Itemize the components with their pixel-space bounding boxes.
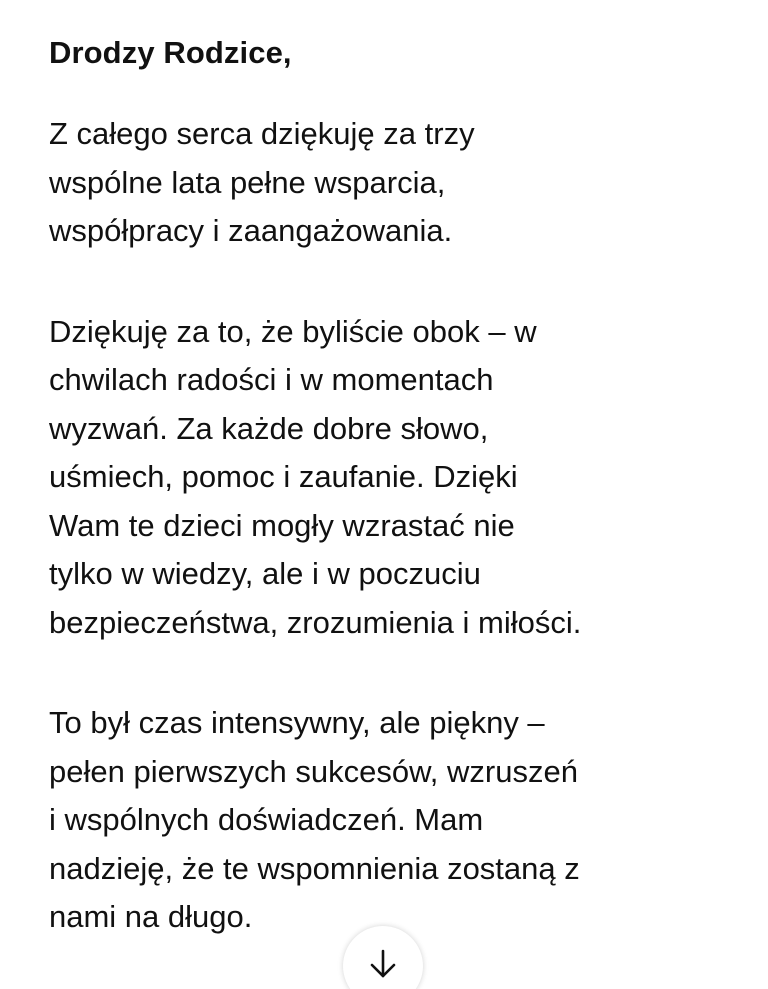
- arrow-down-icon: [369, 948, 397, 980]
- paragraph-line: współpracy i zaangażowania.: [49, 213, 453, 248]
- paragraph-line: Z całego serca dziękuję za trzy: [49, 116, 475, 151]
- paragraph-line: Dziękuję za to, że byliście obok – w: [49, 313, 537, 349]
- paragraph-support: [49, 308, 749, 648]
- paragraph-line: i wspólnych doświadczeń. Mam: [49, 802, 484, 837]
- paragraph-line: pełen pierwszych sukcesów, wzruszeń: [49, 753, 578, 789]
- paragraph-line: wspólne lata pełne wsparcia,: [49, 164, 446, 200]
- paragraph-line: tylko w wiedzy, ale i w poczuciu: [49, 556, 481, 591]
- paragraph-memories: [49, 699, 749, 942]
- paragraph-line: nadzieję, że te wspomnienia zostaną z: [49, 850, 580, 886]
- paragraph-thanks: [49, 110, 749, 256]
- paragraph-line: nami na długo.: [49, 899, 253, 934]
- paragraph-line: wyzwań. Za każde dobre słowo,: [49, 410, 489, 446]
- paragraph-line: uśmiech, pomoc i zaufanie. Dzięki: [49, 459, 518, 494]
- paragraph-line: To był czas intensywny, ale piękny –: [49, 705, 545, 740]
- letter-body: [49, 30, 749, 989]
- paragraph-line: chwilach radości i w momentach: [49, 362, 494, 397]
- paragraph-line: bezpieczeństwa, zrozumienia i miłości.: [49, 604, 582, 640]
- paragraph-line: Wam te dzieci mogły wzrastać nie: [49, 507, 515, 543]
- letter-greeting: Drodzy Rodzice,: [49, 35, 292, 70]
